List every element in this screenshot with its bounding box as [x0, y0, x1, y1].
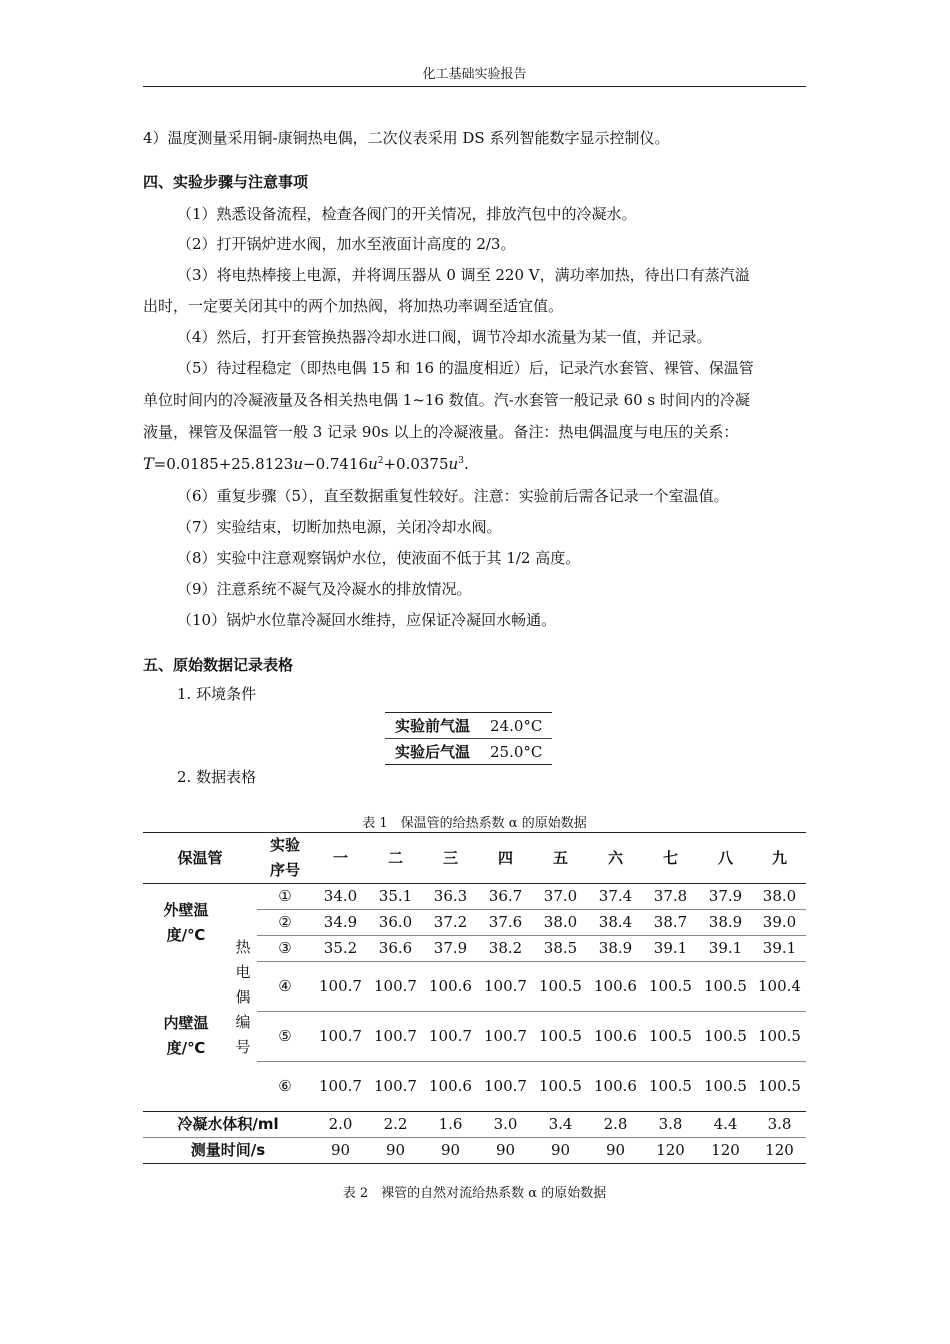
env-row-before: [385, 713, 552, 739]
table-cell: 100.7: [374, 1077, 417, 1095]
table-cell: 39.0: [753, 910, 806, 936]
eq-exp-3: 3: [458, 456, 464, 466]
thermocouple-id: ①: [257, 884, 313, 910]
table-cell: 37.9: [423, 936, 478, 962]
step-8: （8）实验中注意观察锅炉水位，使液面不低于其 1/2 高度。: [177, 549, 581, 567]
env-row-after: [385, 739, 552, 765]
col-header: 九: [753, 833, 806, 884]
step-5-line-1: （5）待过程稳定（即热电偶 15 和 16 的温度相近）后，记录汽水套管、裸管、保温管: [177, 359, 754, 377]
table-cell: 100.5: [753, 1012, 806, 1062]
table-cell: 100.7: [478, 1012, 533, 1062]
env-after-value: 25.0°C: [480, 739, 552, 765]
table-cell: 38.0: [533, 910, 588, 936]
table-cell: 100.6: [423, 962, 478, 1012]
table-cell: 90: [368, 1138, 423, 1164]
table-cell: 100.7: [478, 962, 533, 1012]
eq-var-u: u: [448, 455, 459, 473]
time-label: 测量时间/s: [143, 1138, 313, 1164]
table-cell: 36.6: [368, 936, 423, 962]
table-row-time: [143, 1138, 806, 1164]
table-cell: 37.6: [478, 910, 533, 936]
col-header: 四: [478, 833, 533, 884]
inner-wall-label: 内壁温度/℃: [163, 1014, 209, 1058]
table-cell: 37.4: [588, 884, 643, 910]
table-cell: 120: [698, 1138, 753, 1164]
data-table-subtitle: 2. 数据表格: [177, 768, 257, 786]
table-cell: 3.4: [533, 1112, 588, 1138]
table-cell: 2.2: [368, 1112, 423, 1138]
table-cell: 37.9: [698, 884, 753, 910]
table-cell: 39.1: [753, 936, 806, 962]
step-3-line-2: 出时，一定要关闭其中的两个加热阀，将加热功率调至适宜值。: [143, 297, 564, 315]
table-cell: 36.7: [478, 884, 533, 910]
step-10: （10）锅炉水位靠冷凝回水维持，应保证冷凝回水畅通。: [177, 611, 557, 629]
section-4-title: 四、实验步骤与注意事项: [143, 173, 309, 191]
eq-var-u: u: [368, 455, 378, 473]
table-cell: 90: [423, 1138, 478, 1164]
table-cell: 38.9: [588, 936, 643, 962]
eq-part-2: −0.7416: [303, 455, 369, 473]
col-header: 八: [698, 833, 753, 884]
table-cell: 38.2: [478, 936, 533, 962]
table-cell: 39.1: [698, 936, 753, 962]
table-cell: 100.6: [588, 1012, 643, 1062]
table-cell: 90: [478, 1138, 533, 1164]
table-cell: 90: [533, 1138, 588, 1164]
thermocouple-id: ⑤: [257, 1012, 313, 1062]
table-cell: 3.8: [643, 1112, 698, 1138]
table-cell: 100.7: [368, 962, 423, 1012]
table-cell: 100.7: [313, 1012, 368, 1062]
step-3-line-1: （3）将电热棒接上电源，并将调压器从 0 调至 220 V，满功率加热，待出口有蒸汽溢: [177, 266, 750, 284]
table-cell: 1.6: [423, 1112, 478, 1138]
table-cell: 100.6: [429, 1077, 472, 1095]
table-1-header-row: [143, 833, 806, 884]
table-cell: 100.7: [484, 1077, 527, 1095]
table-cell: 38.4: [588, 910, 643, 936]
table-cell: 100.5: [758, 1077, 801, 1095]
table-cell: 35.1: [368, 884, 423, 910]
col-header: 三: [423, 833, 478, 884]
step-4: （4）然后，打开套管换热器冷却水进口阀，调节冷却水流量为某一值，并记录。: [177, 328, 712, 346]
env-after-label: 实验后气温: [385, 739, 480, 765]
thermocouple-id: ③: [257, 936, 313, 962]
table-cell: 3.8: [753, 1112, 806, 1138]
table-cell: 2.0: [313, 1112, 368, 1138]
eq-end: .: [463, 455, 469, 473]
table-1-caption: 表 1 保温管的给热系数 α 的原始数据: [362, 816, 587, 831]
step-1: （1）熟悉设备流程，检查各阀门的开关情况，排放汽包中的冷凝水。: [177, 205, 637, 223]
table-row: [143, 884, 806, 910]
table-cell: 120: [753, 1138, 806, 1164]
table-cell: 34.9: [313, 910, 368, 936]
table-cell: 100.5: [698, 1012, 753, 1062]
volume-label: 冷凝水体积/ml: [143, 1112, 313, 1138]
table-1-corner: 保温管: [143, 833, 257, 884]
item-4-text: 4）温度测量采用铜-康铜热电偶，二次仪表采用 DS 系列智能数字显示控制仪。: [143, 129, 670, 147]
col-header: 六: [588, 833, 643, 884]
thermocouple-id: ②: [257, 910, 313, 936]
table-cell: 100.5: [533, 1012, 588, 1062]
table-cell: 100.5: [539, 1077, 582, 1095]
eq-part-3: +0.0375: [383, 455, 449, 473]
env-before-value: 24.0°C: [480, 713, 552, 739]
table-cell: 100.7: [368, 1012, 423, 1062]
table-2-caption: 表 2 裸管的自然对流给热系数 α 的原始数据: [342, 1186, 607, 1201]
step-5-line-2: 单位时间内的冷凝液量及各相关热电偶 1~16 数值。汽-水套管一般记录 60 s 时间内的冷凝: [143, 391, 750, 409]
table-cell: 2.8: [588, 1112, 643, 1138]
thermocouple-label: 热电偶编号: [235, 938, 251, 1056]
thermocouple-id: ⑥: [278, 1077, 292, 1095]
col-header: 七: [643, 833, 698, 884]
table-cell: 34.0: [313, 884, 368, 910]
section-5-title: 五、原始数据记录表格: [143, 656, 294, 674]
table-cell: 38.5: [533, 936, 588, 962]
table-cell: 38.0: [753, 884, 806, 910]
step-9: （9）注意系统不凝气及冷凝水的排放情况。: [177, 580, 472, 598]
table-cell: 39.1: [643, 936, 698, 962]
table-cell: 100.5: [643, 1012, 698, 1062]
outer-wall-label: 外壁温度/℃: [163, 900, 209, 944]
table-cell: 90: [588, 1138, 643, 1164]
eq-part-1: =0.0185+25.8123: [153, 455, 294, 473]
table-cell: 100.6: [594, 1077, 637, 1095]
environment-table: [385, 712, 552, 765]
step-2: （2）打开锅炉进水阀，加水至液面计高度的 2/3。: [177, 235, 516, 253]
table-cell: 35.2: [313, 936, 368, 962]
seq-label: 实验序号: [257, 833, 313, 884]
env-before-label: 实验前气温: [385, 713, 480, 739]
col-header: 五: [533, 833, 588, 884]
eq-var-u: u: [293, 455, 303, 473]
env-subtitle: 1. 环境条件: [177, 685, 257, 703]
table-cell: 38.7: [643, 910, 698, 936]
table-cell: 100.7: [313, 962, 368, 1012]
thermocouple-id: ④: [257, 962, 313, 1012]
table-cell: 4.4: [698, 1112, 753, 1138]
table-cell: 3.0: [478, 1112, 533, 1138]
table-cell: 37.2: [423, 910, 478, 936]
table-cell: 100.7: [319, 1077, 362, 1095]
table-cell: 100.7: [423, 1012, 478, 1062]
step-7: （7）实验结束，切断加热电源，关闭冷却水阀。: [177, 518, 502, 536]
table-cell: 100.4: [753, 962, 806, 1012]
thermocouple-equation: [143, 454, 469, 474]
table-cell: 100.5: [704, 1077, 747, 1095]
table-1: [143, 832, 806, 1164]
table-cell: 100.5: [649, 1077, 692, 1095]
step-6: （6）重复步骤（5），直至数据重复性较好。注意：实验前后需各记录一个室温值。: [177, 487, 729, 505]
table-cell: 36.3: [423, 884, 478, 910]
table-cell: 100.5: [533, 962, 588, 1012]
table-row-volume: [143, 1112, 806, 1138]
table-cell: 90: [313, 1138, 368, 1164]
table-cell: 37.0: [533, 884, 588, 910]
table-cell: 100.6: [588, 962, 643, 1012]
table-cell: 38.9: [698, 910, 753, 936]
eq-exp-2: 2: [377, 456, 384, 466]
table-cell: 100.5: [698, 962, 753, 1012]
page-header: 化工基础实验报告: [143, 64, 806, 87]
table-cell: 120: [643, 1138, 698, 1164]
table-cell: 100.5: [643, 962, 698, 1012]
eq-var-t: T: [143, 454, 154, 473]
table-cell: 37.8: [643, 884, 698, 910]
table-cell: 36.0: [368, 910, 423, 936]
step-5-line-3: 液量，裸管及保温管一般 3 记录 90s 以上的冷凝液量。备注：热电偶温度与电压的关系：: [143, 423, 739, 441]
col-header: 二: [368, 833, 423, 884]
col-header: 一: [313, 833, 368, 884]
